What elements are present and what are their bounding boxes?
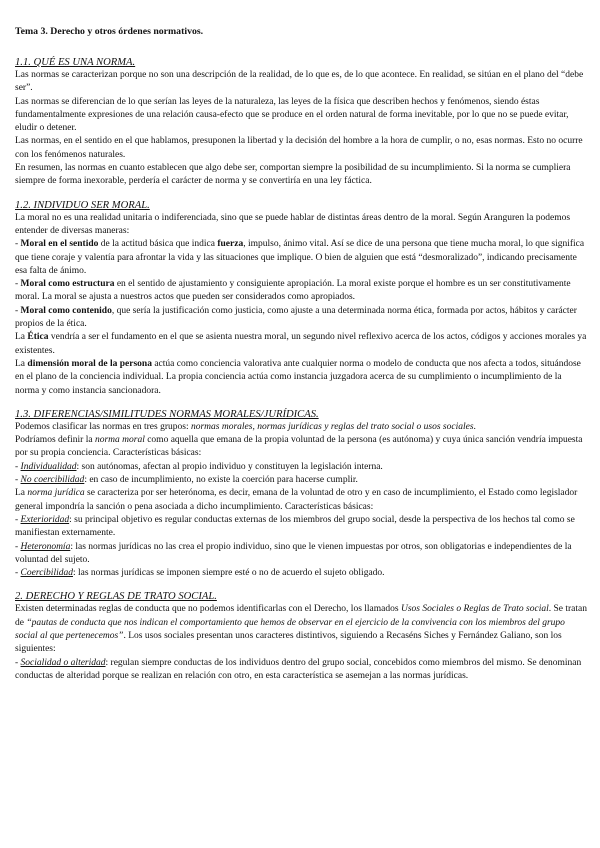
bullet-dash: -	[15, 657, 21, 668]
paragraph: Las normas se diferencian de lo que serían las leyes de la naturaleza, las leyes de la física que describen hechos y fenómenos, siendo éstas fundamentalmente expresiones de una relación causa-efecto que se produce en el orden natural de forma inevitable, por lo que no se puede evitar, eludir o detener.	[15, 96, 569, 134]
list-item	[15, 278, 587, 305]
term: fuerza	[217, 239, 244, 250]
paragraph	[15, 358, 587, 398]
section-heading: 2. DERECHO Y REGLAS DE TRATO SOCIAL.	[15, 591, 217, 603]
term: dimensión moral de la persona	[27, 358, 152, 369]
term: Usos Sociales o Reglas de Trato social	[400, 604, 549, 615]
document-page	[15, 26, 587, 693]
term: Coercibilidad	[20, 568, 73, 579]
text: La	[15, 358, 28, 369]
term: normas morales, normas jurídicas y reglas del trato social o usos sociales	[190, 421, 474, 432]
list-item	[15, 514, 587, 541]
text: . Los usos sociales presentan unos caracteres distintivos, siguiendo a Recaséns Siches y Fernández Galiano, son los siguientes:	[15, 630, 562, 655]
text: se caracteriza por ser heterónoma, es decir, emana de la voluntad de otro y en caso de incumplimiento, el Estado como legislador general impondría la sanción o pena asociada a dicho incumplimiento. Características básicas:	[15, 488, 578, 512]
list-item	[15, 238, 587, 278]
text: de la actitud básica que indica	[98, 239, 218, 250]
term: Heteronomía	[20, 541, 71, 552]
list-item	[15, 567, 587, 580]
paragraph	[15, 487, 587, 514]
list-item	[15, 305, 587, 332]
bullet-dash: -	[15, 279, 21, 290]
text: actúa como conciencia valorativa ante cualquier norma o modelo de conducta que nos afecta a todos, situándose en el plano de la conciencia individual. La propia conciencia actúa como instancia juzgadora acerca de su cumplimiento o incumplimiento de la norma y como instancia sancionadora.	[15, 358, 581, 396]
text: Podríamos definir la	[15, 435, 95, 446]
paragraph: Las normas se caracterizan porque no son una descripción de la realidad, de lo que es, de lo que acontece. En realidad, se sitúan en el plano del “debe ser”.	[15, 70, 584, 94]
paragraph: La moral no es una realidad unitaria o indiferenciada, sino que se puede hablar de distintas áreas dentro de la moral. Según Aranguren la podemos entender de diversas maneras:	[15, 212, 571, 236]
term: Individualidad	[20, 461, 77, 472]
paragraph	[15, 421, 587, 434]
bullet-dash: -	[15, 475, 21, 486]
list-item	[15, 474, 587, 487]
section-que-es-una-norma	[15, 56, 587, 189]
section-heading: 1.2. INDIVIDUO SER MORAL.	[15, 199, 150, 211]
term: Socialidad o alteridad	[20, 657, 106, 668]
paragraph	[15, 603, 587, 656]
list-item	[15, 541, 587, 568]
bullet-dash: -	[15, 541, 21, 552]
term: Moral como estructura	[20, 279, 115, 290]
paragraph	[15, 434, 587, 461]
term: Moral en el sentido	[20, 239, 99, 250]
section-individuo-ser-moral	[15, 199, 587, 398]
title-label: Tema 3.	[15, 26, 48, 37]
list-item	[15, 461, 587, 474]
document-title	[15, 26, 587, 38]
list-item	[15, 657, 587, 684]
bullet-dash: -	[15, 305, 21, 316]
paragraph: En resumen, las normas en cuanto establecen que algo debe ser, comportan siempre la posibilidad de su incumplimiento. Si la norma se cumpliera siempre de forma inexorable, perdería el carácter de norma y se convertiría en una ley fáctica.	[15, 163, 571, 187]
quote: “pautas de conducta que nos indican el comportamiento que hemos de observar en el ejercicio de la convivencia con los miembros del grupo social al que pertenecemos”	[15, 617, 565, 641]
text: : en caso de incumplimiento, no existe la coerción para hacerse cumplir.	[84, 475, 358, 486]
title-text: Derecho y otros órdenes normativos.	[50, 26, 204, 37]
paragraph	[15, 331, 587, 358]
text: La	[15, 488, 28, 499]
text: . Se tratan de	[15, 604, 587, 628]
text: como aquella que emana de la propia voluntad de la persona (es autónoma) y cuya única sanción vendría impuesta por su propia conciencia. Características básicas:	[15, 435, 583, 459]
bullet-dash: -	[15, 239, 21, 250]
term: No coercibilidad	[20, 475, 85, 486]
text: : las normas jurídicas no las crea el propio individuo, sino que le vienen impuestas por otros, son obligatorias e independientes de la voluntad del sujeto.	[15, 541, 572, 565]
section-heading: 1.3. DIFERENCIAS/SIMILITUDES NORMAS MORALES/JURÍDICAS.	[15, 408, 319, 420]
bullet-dash: -	[15, 568, 21, 579]
section-heading: 1.1. QUÉ ES UNA NORMA.	[15, 57, 136, 68]
text: , impulso, ánimo vital. Así se dice de una persona que tiene mucha moral, lo que significa que tiene coraje y valentía para afrontar la vida y las situaciones que implique. O bien de alguien que está “desmoralizado”, indicando precisamente esa falta de ánimo.	[15, 239, 585, 276]
section-diferencias-normas	[15, 408, 587, 581]
text: en el sentido de ajustamiento y consiguiente apropiación. La moral existe porque el hombre es un ser constitutivamente moral. La moral se ajusta a nuestros actos que pueden ser considerados como apropiados.	[15, 279, 571, 303]
text: , que sería la justificación como justicia, como ajuste a una determinada norma ética, formada por actos, hábitos y carácter propios de la ética.	[15, 305, 577, 330]
term: Moral como contenido	[20, 305, 112, 316]
text: .	[473, 421, 476, 432]
term: norma jurídica	[27, 488, 85, 499]
section-reglas-trato-social	[15, 590, 587, 683]
text: : su principal objetivo es regular conductas externas de los miembros del grupo social, desde la perspectiva de los hechos tal como se manifiestan externamente.	[15, 514, 575, 539]
text: vendría a ser el fundamento en el que se asienta nuestra moral, un segundo nivel reflexivo acerca de los actos, códigos y acciones morales ya existentes.	[15, 332, 587, 356]
term: Exterioridad	[20, 514, 70, 525]
text: : son autónomas, afectan al propio individuo y constituyen la legislación interna.	[76, 461, 383, 472]
text: Existen determinadas reglas de conducta que no podemos identificarlas con el Derecho, los llamados	[15, 604, 401, 615]
term: norma moral	[94, 435, 145, 446]
paragraph: Las normas, en el sentido en el que hablamos, presuponen la libertad y la decisión del hombre a la hora de cumplir, o no, esas normas. Esto no ocurre con los fenómenos naturales.	[15, 136, 583, 160]
text: : las normas jurídicas se imponen siempre esté o no de acuerdo el sujeto obligado.	[72, 568, 385, 579]
text: Podemos clasificar las normas en tres grupos:	[15, 421, 191, 432]
term: Ética	[27, 332, 49, 343]
bullet-dash: -	[15, 461, 21, 472]
text: : regulan siempre conductas de los individuos dentro del grupo social, concebidos como miembros del mismo. Se denominan conductas de alteridad porque se realizan en relación con otro, en esta característica se asemejan a las normas jurídicas.	[15, 657, 582, 681]
bullet-dash: -	[15, 514, 21, 525]
text: La	[15, 332, 28, 343]
